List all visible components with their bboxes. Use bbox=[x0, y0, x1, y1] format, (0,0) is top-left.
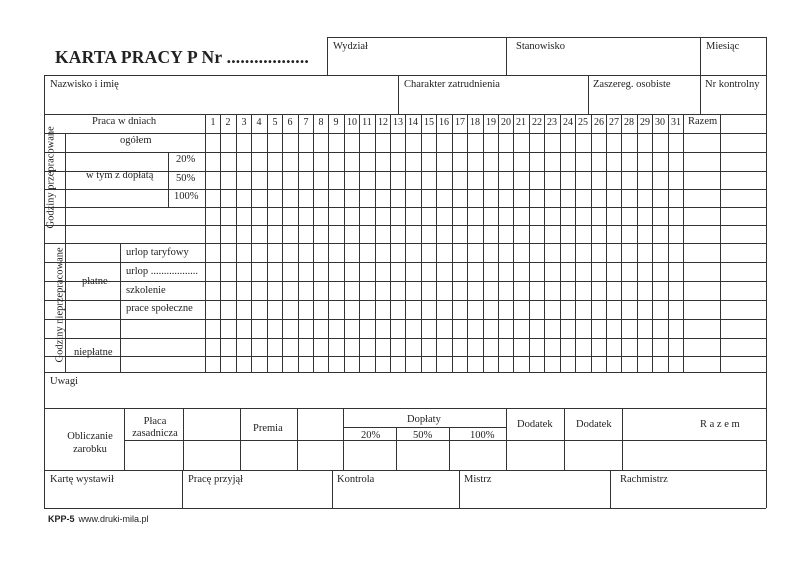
day-number: 25 bbox=[578, 117, 588, 128]
uwagi-label: Uwagi bbox=[50, 376, 78, 387]
nieplatne-label: niepłatne bbox=[74, 347, 113, 358]
day-number: 26 bbox=[594, 117, 604, 128]
h-rule bbox=[168, 189, 205, 190]
day-number: 20 bbox=[501, 117, 511, 128]
v-rule bbox=[564, 408, 565, 470]
v-rule bbox=[560, 114, 561, 372]
v-rule bbox=[205, 114, 206, 372]
v-rule bbox=[621, 114, 622, 372]
kontrola-label: Kontrola bbox=[337, 474, 375, 485]
day-number: 31 bbox=[671, 117, 681, 128]
v-rule bbox=[313, 114, 314, 372]
v-rule bbox=[498, 114, 499, 372]
v-rule bbox=[343, 408, 344, 470]
day-number: 17 bbox=[455, 117, 465, 128]
w-tym-z-doplata-label: w tym z dopłatą bbox=[86, 170, 154, 181]
v-rule bbox=[220, 114, 221, 372]
doplaty-label: Dopłaty bbox=[407, 414, 441, 425]
h-rule bbox=[44, 408, 766, 409]
v-rule bbox=[328, 114, 329, 372]
v-rule bbox=[398, 75, 399, 114]
day-number: 22 bbox=[532, 117, 542, 128]
v-rule bbox=[506, 408, 507, 470]
v-rule bbox=[652, 114, 653, 372]
v-rule bbox=[390, 114, 391, 372]
h-rule bbox=[120, 281, 205, 282]
day-number: 19 bbox=[486, 117, 496, 128]
h-rule bbox=[44, 508, 766, 509]
v-rule bbox=[332, 470, 333, 508]
day-number: 7 bbox=[303, 117, 309, 128]
premia-label: Premia bbox=[253, 423, 283, 434]
prace-spoleczne-label: prace społeczne bbox=[126, 303, 193, 314]
charakter-label: Charakter zatrudnienia bbox=[404, 79, 500, 90]
h-rule bbox=[44, 372, 766, 373]
day-number: 11 bbox=[362, 117, 372, 128]
day-number: 3 bbox=[241, 117, 247, 128]
v-rule bbox=[683, 114, 684, 372]
doplaty-100-label: 100% bbox=[470, 430, 495, 441]
urlop-taryfowy-label: urlop taryfowy bbox=[126, 247, 189, 258]
v-rule bbox=[236, 114, 237, 372]
razem-column-label: Razem bbox=[688, 116, 718, 127]
v-rule bbox=[467, 114, 468, 372]
v-rule bbox=[421, 114, 422, 372]
pct-20-label: 20% bbox=[176, 154, 196, 165]
v-rule bbox=[606, 114, 607, 372]
v-rule bbox=[396, 427, 397, 470]
day-number: 29 bbox=[640, 117, 650, 128]
zaszereg-label: Zaszereg. osobiste bbox=[593, 79, 671, 90]
day-number: 14 bbox=[408, 117, 418, 128]
day-number: 2 bbox=[225, 117, 231, 128]
footer bbox=[48, 514, 149, 524]
v-rule bbox=[267, 114, 268, 372]
v-rule bbox=[124, 408, 125, 470]
doplaty-50-label: 50% bbox=[413, 430, 433, 441]
nr-kontrolny-label: Nr kontrolny bbox=[705, 79, 760, 90]
day-number: 28 bbox=[624, 117, 634, 128]
day-number: 4 bbox=[256, 117, 262, 128]
day-number: 12 bbox=[378, 117, 388, 128]
v-rule bbox=[436, 114, 437, 372]
godziny-przepracowane-label: Godziny przepracowane bbox=[45, 126, 57, 229]
pct-50-label: 50% bbox=[176, 173, 196, 184]
v-rule bbox=[483, 114, 484, 372]
v-rule bbox=[449, 427, 450, 470]
day-number: 18 bbox=[470, 117, 480, 128]
day-number: 5 bbox=[272, 117, 278, 128]
v-rule bbox=[575, 114, 576, 372]
v-rule bbox=[766, 37, 767, 508]
v-rule bbox=[637, 114, 638, 372]
v-rule bbox=[529, 114, 530, 372]
h-rule bbox=[120, 300, 205, 301]
v-rule bbox=[240, 408, 241, 470]
v-rule bbox=[622, 408, 623, 470]
dodatek-1-label: Dodatek bbox=[517, 419, 553, 430]
v-rule bbox=[182, 470, 183, 508]
day-number: 6 bbox=[287, 117, 293, 128]
v-rule bbox=[297, 408, 298, 470]
ogolem-label: ogółem bbox=[120, 135, 152, 146]
h-rule bbox=[65, 338, 205, 339]
footer-code: KPP-5 bbox=[48, 514, 75, 524]
day-number: 15 bbox=[424, 117, 434, 128]
obliczanie-zarobku-label: Obliczanie zarobku bbox=[67, 431, 113, 455]
v-rule bbox=[591, 114, 592, 372]
v-rule bbox=[700, 37, 701, 75]
v-rule bbox=[452, 114, 453, 372]
day-number: 13 bbox=[393, 117, 403, 128]
pct-100-label: 100% bbox=[174, 191, 199, 202]
prace-przyjal-label: Pracę przyjął bbox=[188, 474, 244, 485]
szkolenie-label: szkolenie bbox=[126, 285, 166, 296]
urlop-other-label: urlop .................. bbox=[126, 266, 199, 277]
h-rule bbox=[168, 171, 205, 172]
v-rule bbox=[610, 470, 611, 508]
v-rule bbox=[700, 75, 701, 114]
day-number: 16 bbox=[439, 117, 449, 128]
v-rule bbox=[344, 114, 345, 372]
v-rule bbox=[668, 114, 669, 372]
h-rule bbox=[124, 440, 766, 441]
v-rule bbox=[513, 114, 514, 372]
v-rule bbox=[375, 114, 376, 372]
h-rule bbox=[343, 427, 506, 428]
v-rule bbox=[506, 37, 507, 75]
placa-zasadnicza-label: Płaca zasadnicza bbox=[132, 416, 178, 439]
dodatek-2-label: Dodatek bbox=[576, 419, 612, 430]
v-rule bbox=[720, 114, 721, 372]
v-rule bbox=[168, 152, 169, 207]
v-rule bbox=[65, 133, 66, 243]
h-rule bbox=[65, 152, 205, 153]
miesiac-label: Miesiąc bbox=[706, 41, 740, 52]
v-rule bbox=[327, 37, 328, 75]
h-rule bbox=[120, 319, 205, 320]
day-number: 1 bbox=[210, 117, 216, 128]
day-number: 23 bbox=[547, 117, 557, 128]
h-rule bbox=[120, 262, 205, 263]
v-rule bbox=[459, 470, 460, 508]
mistrz-label: Mistrz bbox=[464, 474, 492, 485]
karte-wystawil-label: Kartę wystawił bbox=[50, 474, 114, 485]
v-rule bbox=[544, 114, 545, 372]
doplaty-20-label: 20% bbox=[361, 430, 381, 441]
wydzial-label: Wydział bbox=[333, 41, 368, 52]
day-number: 9 bbox=[333, 117, 339, 128]
stanowisko-label: Stanowisko bbox=[516, 41, 566, 52]
rachmistrz-label: Rachmistrz bbox=[620, 474, 668, 485]
day-number: 30 bbox=[655, 117, 665, 128]
v-rule bbox=[405, 114, 406, 372]
h-rule bbox=[44, 75, 766, 76]
godziny-nieprzepracowane-label: Godziny nieprzepracowane bbox=[54, 247, 66, 363]
praca-w-dniach-label: Praca w dniach bbox=[92, 116, 157, 127]
v-rule bbox=[251, 114, 252, 372]
day-number: 27 bbox=[609, 117, 619, 128]
day-number: 10 bbox=[347, 117, 357, 128]
v-rule bbox=[588, 75, 589, 114]
h-rule bbox=[44, 470, 766, 471]
nazwisko-label: Nazwisko i imię bbox=[50, 79, 119, 90]
v-rule bbox=[183, 408, 184, 470]
platne-label: płatne bbox=[82, 276, 108, 287]
day-number: 24 bbox=[563, 117, 573, 128]
v-rule bbox=[282, 114, 283, 372]
v-rule bbox=[298, 114, 299, 372]
v-rule bbox=[359, 114, 360, 372]
day-number: 8 bbox=[318, 117, 324, 128]
footer-site: www.druki-mila.pl bbox=[78, 514, 149, 524]
page-title: KARTA PRACY P Nr .................. bbox=[55, 47, 309, 67]
day-number: 21 bbox=[516, 117, 526, 128]
razem-total-label: R a z e m bbox=[700, 419, 740, 430]
